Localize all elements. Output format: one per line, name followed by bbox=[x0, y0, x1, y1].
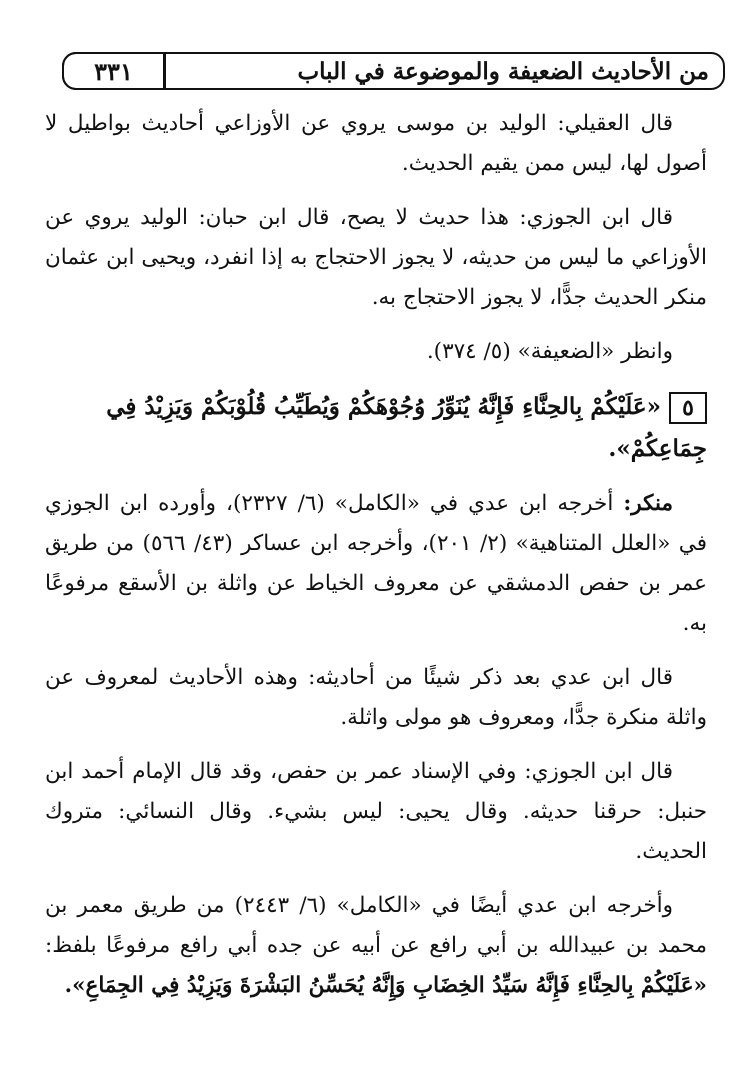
paragraph-final bbox=[45, 886, 707, 1006]
hadith-number: ٥ bbox=[669, 392, 707, 424]
page-header bbox=[62, 52, 725, 90]
paragraph-uqaili: قال العقيلي: الوليد بن موسى يروي عن الأوزاعي أحاديث بواطيل لا أصول لها، ليس ممن يقيم الحديث. bbox=[45, 111, 707, 176]
verdict-keyword: منكر: bbox=[623, 491, 674, 516]
paragraph-ibn-jawzi: قال ابن الجوزي: هذا حديث لا يصح، قال ابن حبان: الوليد يروي عن الأوزاعي ما ليس من حديثه، لا يجوز الاحتجاج به إذا انفرد، ويحيى ابن عثمان منكر الحديث جدًّا، لا يجوز الاحتجاج به. bbox=[45, 205, 707, 310]
header-title: من الأحاديث الضعيفة والموضوعة في الباب bbox=[297, 58, 709, 85]
paragraph-ibn-jawzi-2: قال ابن الجوزي: وفي الإسناد عمر بن حفص، وقد قال الإمام أحمد ابن حنبل: حرقنا حديثه. وقال يحيى: ليس بشيء. وقال النسائي: متروك الحديث. bbox=[45, 759, 707, 864]
verdict-text: أخرجه ابن عدي في «الكامل» (٦/ ٢٣٢٧)، وأورده ابن الجوزي في «العلل المتناهية» (٢/ ٢٠١)، وأخرجه ابن عساكر (٤٣/ ٥٦٦) من طريق عمر بن حفص الدمشقي عن معروف الخياط عن واثلة بن الأسقع مرفوعًا به. bbox=[45, 491, 708, 636]
final-quote: «عَلَيْكُمْ بِالحِنَّاءِ فَإِنَّهُ سَيِّدُ الخِضَابِ وَإِنَّهُ يُحَسِّنُ البَشْرَةَ وَيَزِيْدُ فِي الجِمَاعِ». bbox=[64, 973, 707, 998]
page-number: ٣٣١ bbox=[94, 57, 133, 86]
paragraph-verdict bbox=[45, 484, 707, 644]
page-number-box bbox=[62, 52, 166, 90]
final-text: وأخرجه ابن عدي أيضًا في «الكامل» (٦/ ٢٤٤٣) من طريق معمر بن محمد بن عبيدالله بن أبي رافع عن أبيه عن جده أبي رافع مرفوعًا بلفظ: bbox=[45, 893, 707, 958]
page-content bbox=[45, 104, 707, 1020]
paragraph-ibn-adi: قال ابن عدي بعد ذكر شيئًا من أحاديثه: وهذه الأحاديث لمعروف عن واثلة منكرة جدًّا، ومعروف هو مولى واثلة. bbox=[45, 665, 707, 730]
hadith-heading bbox=[45, 386, 707, 470]
hadith-text: «عَلَيْكُمْ بِالحِنَّاءِ فَإِنَّهُ يُنَوِّرُ وُجُوْهَكُمْ وَيُطَيِّبُ قُلُوْبَكُمْ وَيَزِيْدُ فِي جِمَاعِكُمْ». bbox=[106, 393, 707, 462]
paragraph-see-also: وانظر «الضعيفة» (٥/ ٣٧٤). bbox=[426, 339, 673, 364]
